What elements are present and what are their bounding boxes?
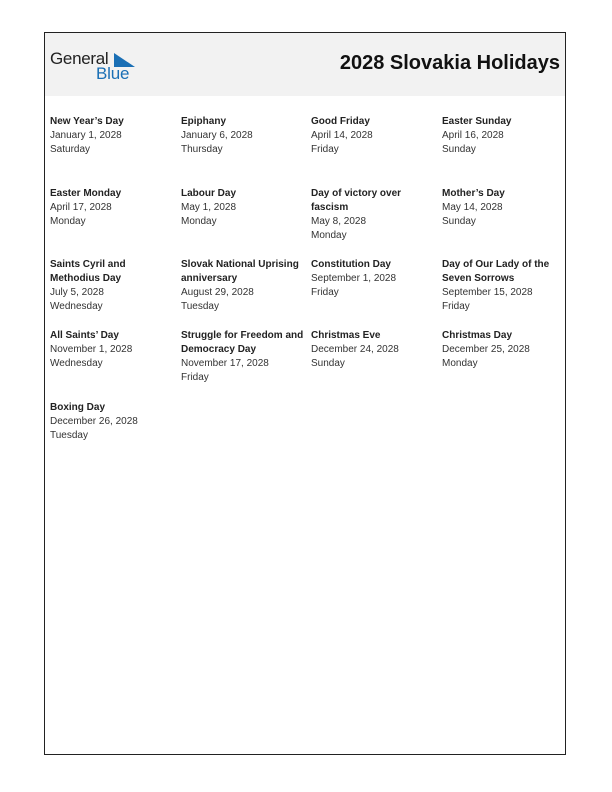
holiday-item	[50, 258, 174, 314]
holiday-item	[50, 187, 174, 229]
holiday-weekday: Wednesday	[50, 301, 103, 312]
holiday-name: Good Friday	[311, 116, 370, 127]
generalblue-logo	[50, 49, 140, 83]
holiday-item	[442, 329, 566, 371]
holiday-date: April 17, 2028	[50, 202, 112, 213]
holiday-date: November 17, 2028	[181, 358, 269, 369]
holiday-name: Day of Our Lady of the Seven Sorrows	[442, 259, 550, 284]
holiday-item	[442, 258, 566, 314]
holiday-date: September 15, 2028	[442, 287, 533, 298]
holiday-name: Saints Cyril and Methodius Day	[50, 259, 126, 284]
holiday-name: Epiphany	[181, 116, 227, 127]
holiday-date: May 14, 2028	[442, 202, 503, 213]
holiday-item	[311, 329, 435, 371]
holiday-name: New Year’s Day	[50, 116, 124, 127]
holiday-date: January 1, 2028	[50, 130, 122, 141]
holiday-item	[311, 187, 435, 243]
holiday-weekday: Monday	[442, 358, 478, 369]
holiday-date: December 25, 2028	[442, 344, 530, 355]
holiday-name: Struggle for Freedom and Democracy Day	[181, 330, 304, 355]
holiday-date: September 1, 2028	[311, 273, 397, 284]
holiday-item	[181, 115, 305, 157]
holiday-item	[181, 187, 305, 229]
holiday-weekday: Sunday	[442, 216, 476, 227]
holiday-weekday: Friday	[311, 144, 339, 155]
holiday-name: Labour Day	[181, 188, 237, 199]
holiday-date: August 29, 2028	[181, 287, 254, 298]
holiday-name: Day of victory over fascism	[311, 188, 402, 213]
holiday-name: Boxing Day	[50, 402, 106, 413]
holiday-name: Slovak National Uprising anniversary	[181, 259, 299, 284]
holiday-date: May 1, 2028	[181, 202, 237, 213]
holiday-date: April 16, 2028	[442, 130, 504, 141]
holiday-item	[50, 401, 174, 443]
holiday-weekday: Wednesday	[50, 358, 103, 369]
holiday-weekday: Thursday	[181, 144, 223, 155]
holiday-item	[311, 115, 435, 157]
holiday-weekday: Sunday	[311, 358, 345, 369]
holiday-name: Christmas Eve	[311, 330, 381, 341]
holiday-date: December 26, 2028	[50, 416, 138, 427]
holiday-weekday: Tuesday	[50, 430, 88, 441]
holiday-name: Easter Sunday	[442, 116, 512, 127]
holiday-date: January 6, 2028	[181, 130, 253, 141]
holiday-weekday: Friday	[181, 372, 209, 383]
holiday-item	[50, 329, 174, 371]
holiday-item	[442, 115, 566, 157]
logo-text-general: General	[50, 49, 109, 68]
holiday-date: July 5, 2028	[50, 287, 104, 298]
holiday-item	[181, 258, 305, 314]
holiday-name: Mother’s Day	[442, 188, 505, 199]
holiday-date: May 8, 2028	[311, 216, 367, 227]
holiday-date: November 1, 2028	[50, 344, 133, 355]
logo-text-blue: Blue	[96, 64, 130, 83]
holiday-name: Easter Monday	[50, 188, 122, 199]
holiday-name: All Saints’ Day	[50, 330, 119, 341]
holiday-item	[311, 258, 435, 300]
holiday-item	[50, 115, 174, 157]
holiday-weekday: Tuesday	[181, 301, 219, 312]
holiday-weekday: Monday	[50, 216, 86, 227]
holiday-date: December 24, 2028	[311, 344, 399, 355]
page-title: 2028 Slovakia Holidays	[339, 52, 560, 74]
holiday-name: Constitution Day	[311, 259, 391, 270]
holiday-weekday: Saturday	[50, 144, 91, 155]
holiday-weekday: Monday	[311, 230, 347, 241]
holiday-weekday: Friday	[442, 301, 470, 312]
holiday-weekday: Monday	[181, 216, 217, 227]
holiday-date: April 14, 2028	[311, 130, 373, 141]
holiday-name: Christmas Day	[442, 330, 513, 341]
page-frame	[44, 32, 566, 755]
holiday-weekday: Sunday	[442, 144, 476, 155]
holiday-item	[442, 187, 566, 229]
header	[45, 33, 565, 96]
holiday-item	[181, 329, 305, 385]
holiday-weekday: Friday	[311, 287, 339, 298]
